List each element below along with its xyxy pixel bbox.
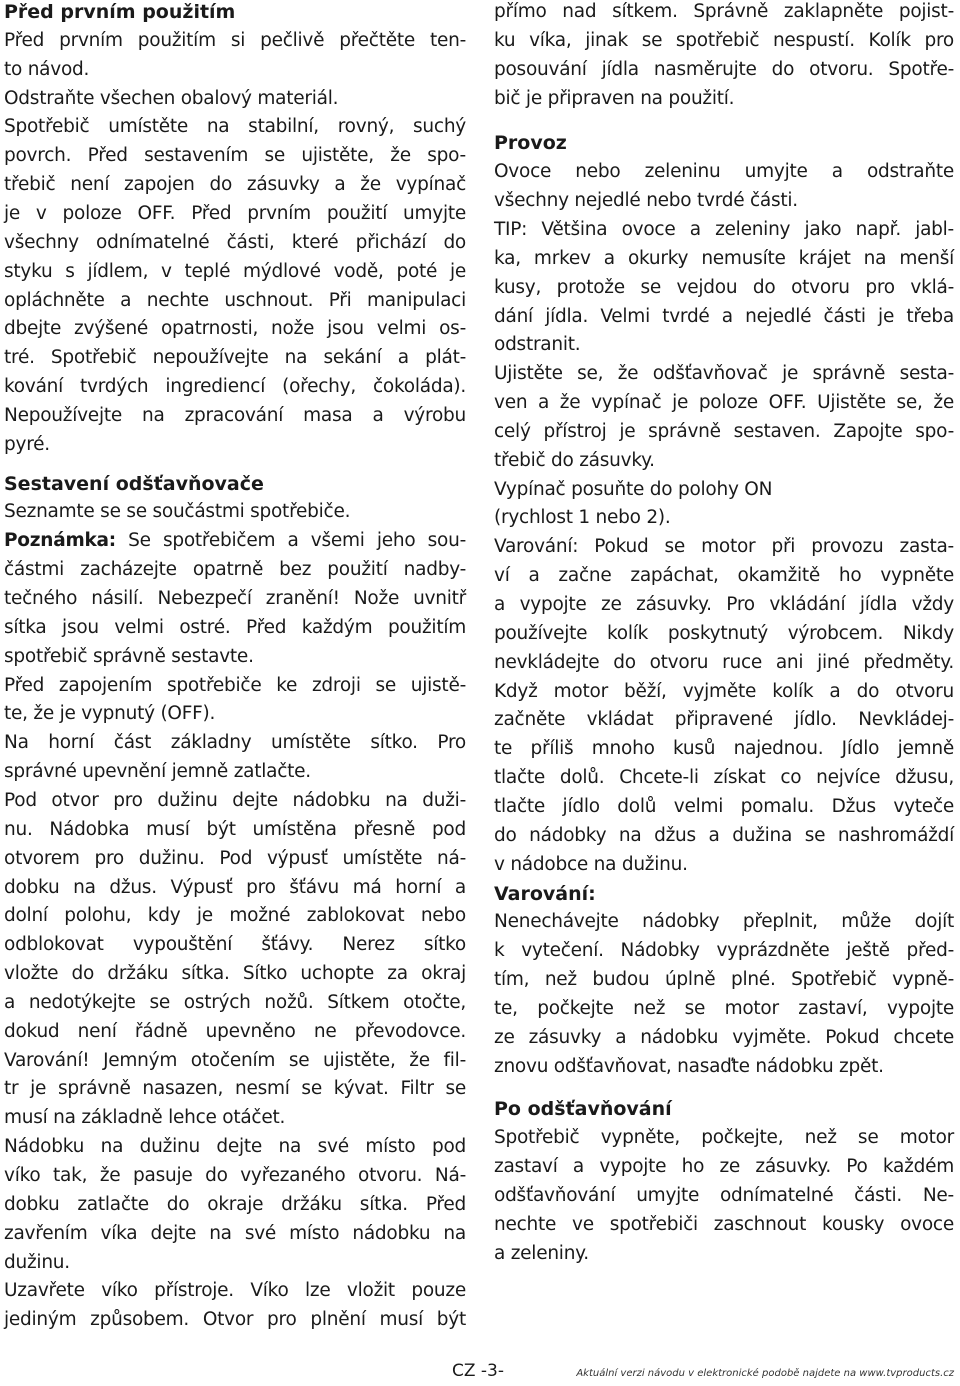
text-line: opláchněte a nechte uschnout. Při manipulaci bbox=[4, 289, 466, 311]
text-line: Nepoužívejte na zpracování masa a výrobu bbox=[4, 404, 466, 426]
text-line: Uzavřete víko přístroje. Víko lze vložit pouze bbox=[4, 1280, 466, 1302]
text-line: tlačte dolů. Chcete-li získat co nejvíce džusu, bbox=[494, 767, 954, 789]
text-line: dužinu. bbox=[4, 1251, 70, 1273]
text-line: posouvání jídla nasměrujte do otvoru. Spotře- bbox=[494, 58, 954, 80]
text-line: ví a začne zapáchat, okamžitě ho vypněte bbox=[494, 565, 954, 587]
text-line: dobku zatlačte do okraje držáku sítka. Před bbox=[4, 1193, 466, 1215]
text-line: povrch. Před sestavením se ujistěte, že spo- bbox=[4, 145, 466, 167]
text-line: Vypínač posuňte do polohy ON bbox=[494, 478, 773, 500]
text-line: tečného násilí. Nebezpečí zranění! Nože uvnitř bbox=[4, 588, 466, 609]
text-line: tím, než budou úplně plné. Spotřebič vypně- bbox=[494, 969, 954, 991]
text-line: do nádobky na džus a dužina se nashromáždí bbox=[494, 824, 954, 846]
text-line: tré. Spotřebič nepoužívejte na sekání a plát- bbox=[4, 347, 466, 369]
section-heading: Varování: bbox=[494, 882, 596, 905]
text-line: v nádobce na dužinu. bbox=[494, 853, 688, 875]
text-line: nevkládejte do otvoru ruce ani jiné předměty. bbox=[494, 651, 954, 673]
text-line: styku s jídlem, v teplé mýdlové vodě, poté je bbox=[4, 260, 466, 282]
text-line: zastaví a vypojte ho ze zásuvky. Po každém bbox=[494, 1156, 954, 1178]
text-line: nu. Nádobka musí být umístěna přesně pod bbox=[4, 818, 466, 840]
text-line: vložte do držáku sítka. Sítko uchopte za okraj bbox=[4, 963, 466, 985]
text-line: odstranit. bbox=[494, 334, 581, 356]
text-line: TIP: Většina ovoce a zeleniny jako např. jabl- bbox=[494, 218, 954, 240]
text-line: te, že je vypnutý (OFF). bbox=[4, 703, 216, 725]
text-line: Nádobku na dužinu dejte na své místo pod bbox=[4, 1136, 466, 1158]
text-line: celý přístroj je správně sestaven. Zapojte spo- bbox=[494, 420, 954, 442]
text-line: dolní polohu, kdy je možné zablokovat nebo bbox=[4, 905, 466, 927]
section-heading: Sestavení odšťavňovače bbox=[4, 472, 264, 495]
text-line: te, počkejte než se motor zastaví, vypojte bbox=[494, 997, 954, 1019]
page-number: CZ -3- bbox=[452, 1361, 505, 1381]
footer-note: Aktuální verzi návodu v elektronické podobě najdete na www.tvproducts.cz bbox=[576, 1368, 954, 1379]
text-line: Odstraňte všechen obalový materiál. bbox=[4, 87, 339, 109]
text-line: Nenechávejte nádobky přeplnit, může dojít bbox=[494, 911, 954, 933]
text-line: používejte kolík poskytnutý výrobcem. Nikdy bbox=[494, 622, 954, 644]
text-line: Poznámka: Se spotřebičem a všemi jeho sou- bbox=[4, 530, 466, 552]
text-line: (rychlost 1 nebo 2). bbox=[494, 507, 671, 529]
text-line: Seznamte se se součástmi spotřebiče. bbox=[4, 501, 351, 523]
text-line: jediným způsobem. Otvor pro plnění musí být bbox=[4, 1309, 466, 1331]
text-line: te příliš mnoho kusů najednou. Jídlo jemně bbox=[494, 738, 954, 760]
text-line: ven a že vypínač je poloze OFF. Ujistěte se, že bbox=[494, 392, 954, 414]
text-line: to návod. bbox=[4, 58, 90, 80]
text-line: a nedotýkejte se ostrých nožů. Sítkem otočte, bbox=[4, 991, 466, 1013]
text-line: spotřebič správně sestavte. bbox=[4, 645, 254, 667]
text-line: pyré. bbox=[4, 433, 50, 455]
text-line: Pod otvor pro dužinu dejte nádobku na duži- bbox=[4, 789, 466, 811]
section-heading: Provoz bbox=[494, 132, 567, 155]
text-line: musí na základně lehce otáčet. bbox=[4, 1107, 286, 1129]
text-line: kování tvrdých ingrediencí (ořechy, čokoláda). bbox=[4, 376, 466, 398]
text-line: Varování! Jemným otočením se ujistěte, že fil- bbox=[4, 1049, 466, 1071]
text-line: dbejte zvýšené opatrnosti, nože jsou velmi os- bbox=[4, 318, 466, 340]
text-line: Varování: Pokud se motor při provozu zasta- bbox=[494, 536, 954, 558]
text-line: Když motor běží, vyjměte kolík a do otvoru bbox=[494, 680, 954, 702]
text-line: Před zapojením spotřebiče ke zdroji se ujistě- bbox=[4, 674, 466, 696]
section-heading: Po odšťavňování bbox=[494, 1098, 672, 1121]
section-heading: Před prvním použitím bbox=[4, 1, 236, 23]
text-line: všechny nejedlé nebo tvrdé části. bbox=[494, 190, 798, 212]
text-line: tr je správně nasazen, nesmí se kývat. Filtr se bbox=[4, 1078, 466, 1100]
text-line: odblokovat vypouštění šťávy. Nerez sítko bbox=[4, 934, 466, 956]
text-line: Ovoce nebo zeleninu umyjte a odstraňte bbox=[494, 161, 954, 183]
text-line: přímo nad sítkem. Správně zaklapněte pojist- bbox=[494, 1, 954, 22]
text-line: dobku na džus. Výpusť pro šťávu má horní a bbox=[4, 876, 466, 898]
text-line: Na horní část základny umístěte sítko. Pro bbox=[4, 732, 466, 754]
text-line: otvorem pro dužinu. Pod výpusť umístěte ná- bbox=[4, 847, 466, 869]
text-line: třebič do zásuvky. bbox=[494, 449, 655, 471]
text-line: správné upevnění jemně zatlačte. bbox=[4, 761, 311, 783]
text-line: dání jídla. Velmi tvrdé a nejedlé části je třeba bbox=[494, 305, 954, 327]
text-line: dokud není řádně upevněno ne převodovce. bbox=[4, 1020, 466, 1042]
text-line: Spotřebič vypněte, počkejte, než se motor bbox=[494, 1127, 954, 1149]
text-line: k vytečení. Nádobky vyprázdněte ještě před- bbox=[494, 940, 954, 962]
text-line: a zeleniny. bbox=[494, 1242, 589, 1264]
text-line: ze zásuvky a nádobku vyjměte. Pokud chcete bbox=[494, 1026, 954, 1048]
text-line: sítka jsou velmi ostré. Před každým použitím bbox=[4, 616, 466, 638]
text-line: ka, mrkev a okurky nemusíte krájet na menší bbox=[494, 247, 954, 269]
text-line: Před prvním použitím si pečlivě přečtěte ten- bbox=[4, 29, 466, 51]
text-line: Ujistěte se, že odšťavňovač je správně sesta- bbox=[494, 363, 954, 385]
text-line: Spotřebič umístěte na stabilní, rovný, suchý bbox=[4, 116, 466, 138]
text-line: a vypojte ze zásuvky. Pro vkládání jídla vždy bbox=[494, 594, 954, 615]
text-line: odšťavňování umyjte odnímatelné části. Ne- bbox=[494, 1185, 954, 1206]
text-line: všechny odnímatelné části, které přichází do bbox=[4, 231, 466, 253]
text-line: třebič není zapojen do zásuvky a že vypínač bbox=[4, 174, 466, 196]
text-line: nechte ve spotřebiči zaschnout kousky ovoce bbox=[494, 1213, 954, 1235]
text-line: je v poloze OFF. Před prvním použití umyjte bbox=[4, 202, 466, 224]
text-line: bič je připraven na použití. bbox=[494, 87, 735, 109]
text-line: tlačte jídlo dolů velmi pomalu. Džus vyteče bbox=[494, 795, 954, 817]
text-line: ku víka, jinak se spotřebič nespustí. Kolík pro bbox=[494, 29, 954, 51]
text-line: znovu odšťavňovat, nasaďte nádobku zpět. bbox=[494, 1055, 884, 1077]
text-line: částmi zacházejte opatrně bez použití nadby- bbox=[4, 559, 466, 581]
text-line: kusy, protože se vejdou do otvoru pro vklá- bbox=[494, 276, 954, 298]
text-line: víko tak, že pasuje do vyřezaného otvoru. Ná- bbox=[4, 1165, 466, 1186]
text-line: zavřením víka dejte na své místo nádobku na bbox=[4, 1222, 466, 1244]
text-line: začněte vkládat připravené jídlo. Nevkládej- bbox=[494, 709, 954, 731]
